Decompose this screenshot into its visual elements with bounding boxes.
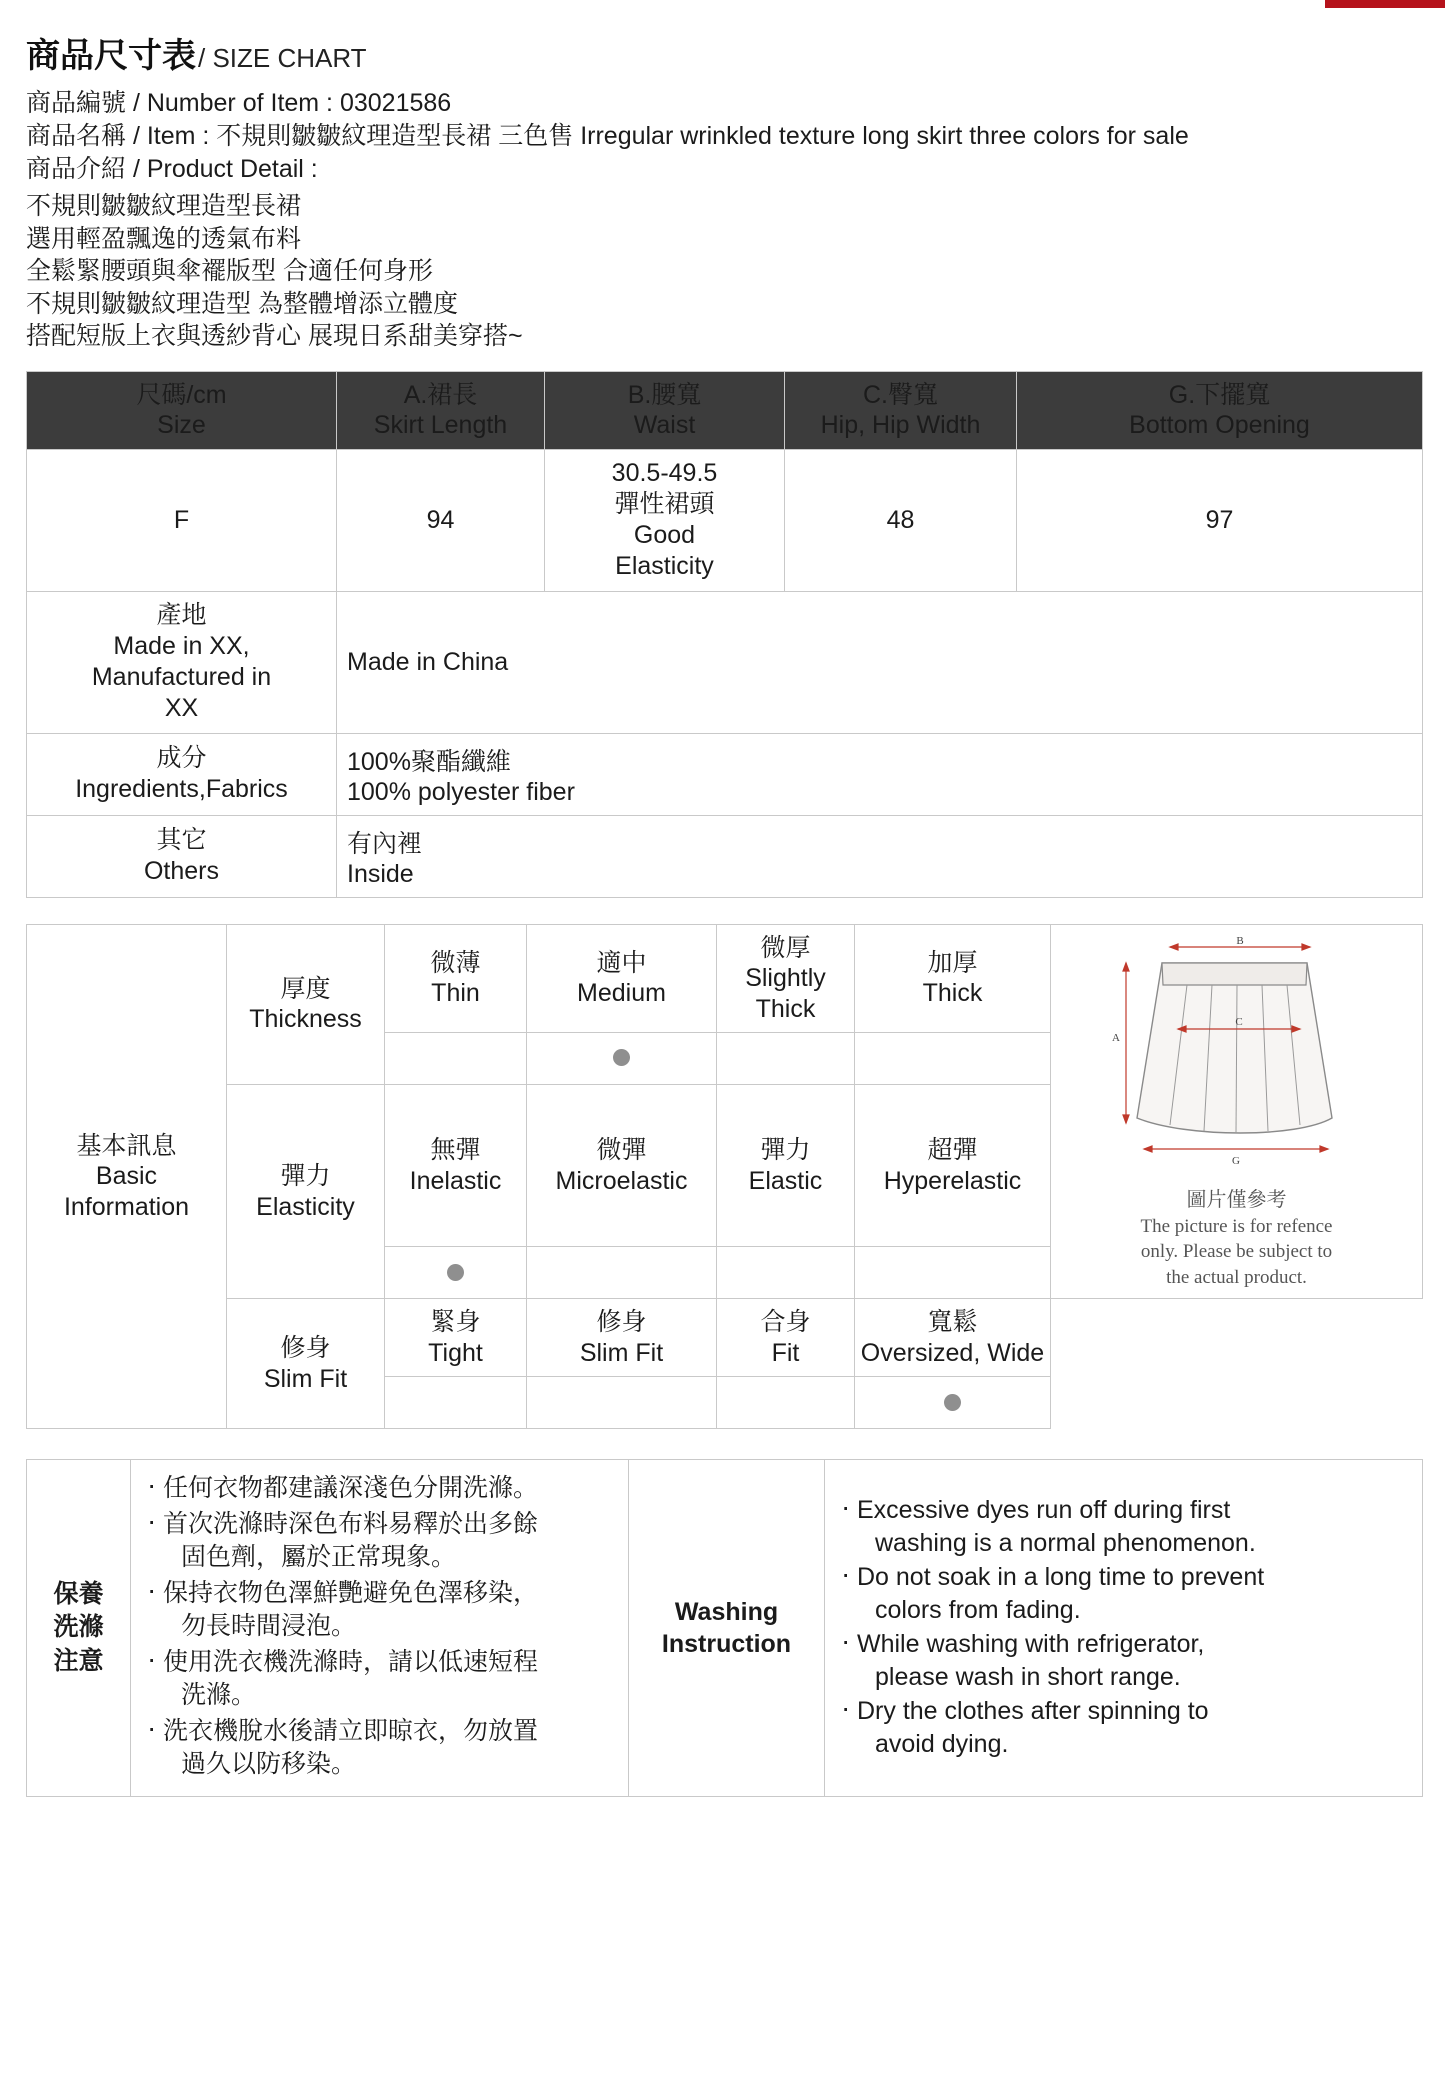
size-col-header-hip [785, 371, 1017, 449]
option-cn: 合身 [760, 1308, 811, 1337]
option-slim-fit [527, 1299, 717, 1377]
page-title [26, 28, 1423, 77]
washing-instruction-label [629, 1460, 825, 1797]
header-en: Hip, Hip Width [820, 411, 981, 439]
detail-line: 搭配短版上衣與透紗背心 展現日系甜美穿搭~ [26, 322, 523, 350]
item-main: · Excessive dyes run off during first [857, 1496, 1231, 1525]
washing-instruction-table [26, 1459, 1423, 1797]
item-main: · Do not soak in a long time to prevent [857, 1563, 1265, 1592]
diagram-note-en-1: The picture is for refence [1140, 1215, 1333, 1237]
header-cn: 尺碼/cm [136, 380, 227, 409]
row-label-elasticity [227, 1085, 385, 1299]
detail-line: 選用輕盈飄逸的透氣布料 [26, 224, 302, 253]
option-cn: 寬鬆 [927, 1308, 978, 1337]
row-label-cn: 彈力 [280, 1162, 331, 1191]
product-detail-label: 商品介紹 / Product Detail : [26, 155, 318, 183]
header-cn: A.裙長 [403, 380, 478, 409]
label-en: Ingredients,Fabrics [75, 775, 288, 803]
item-number-label: 商品編號 / Number of Item : [26, 89, 340, 117]
header-en: Size [157, 411, 206, 439]
washing-label-line-3: 注意 [53, 1647, 104, 1676]
side-label-cn: 基本訊息 [76, 1131, 177, 1160]
diagram-label-g: G [1231, 1154, 1240, 1167]
list-item [141, 1715, 618, 1782]
option-slightly-thick [717, 924, 855, 1033]
row-label-en: Slim Fit [263, 1364, 348, 1393]
accent-bar [1325, 0, 1445, 8]
diagram-note-en-3: the actual product. [1166, 1266, 1307, 1288]
option-medium [527, 924, 717, 1033]
cell-skirt-length: 94 [337, 449, 545, 591]
item-sub: 固色劑，屬於正常現象。 [181, 1543, 457, 1572]
label-ingredients [27, 733, 337, 815]
option-en: Microelastic [555, 1166, 688, 1195]
value-en: 100% polyester fiber [347, 777, 575, 806]
mark-inelastic [385, 1247, 527, 1299]
option-en: Slim Fit [579, 1338, 664, 1367]
label-others [27, 815, 337, 897]
option-cn: 彈力 [760, 1136, 811, 1165]
label-origin [27, 591, 337, 733]
item-main: · 使用洗衣機洗滌時，請以低速短程 [163, 1647, 539, 1676]
list-item [835, 1561, 1412, 1626]
option-inelastic [385, 1085, 527, 1247]
value-en: Inside [347, 859, 414, 888]
washing-label-line-1: 保養 [53, 1579, 104, 1608]
measurement-diagram-cell [1051, 924, 1423, 1299]
option-microelastic [527, 1085, 717, 1247]
side-label-en-2: Information [63, 1192, 190, 1221]
diagram-note [1055, 1187, 1418, 1291]
washing-list-cn [141, 1472, 618, 1782]
footer-spacer [26, 1837, 1423, 1877]
item-number-row [26, 87, 1423, 120]
basic-info-side-label [27, 924, 227, 1429]
option-cn: 微彈 [596, 1136, 647, 1165]
page-title-en: / SIZE CHART [198, 43, 367, 73]
waist-en-1: Good [633, 521, 696, 549]
table-row-thickness [27, 924, 1423, 1033]
option-cn: 微厚 [760, 933, 811, 962]
washing-instruction-line-2: Instruction [661, 1630, 792, 1659]
cell-waist [545, 449, 785, 591]
mark-microelastic [527, 1247, 717, 1299]
page-title-cn: 商品尺寸表 [26, 37, 196, 75]
value-others [337, 815, 1423, 897]
waist-cn: 彈性裙頭 [614, 489, 715, 518]
detail-line: 全鬆緊腰頭與傘襬版型 合適任何身形 [26, 257, 433, 285]
option-fit [717, 1299, 855, 1377]
option-en: Inelastic [409, 1166, 502, 1195]
item-sub: 洗滌。 [181, 1681, 257, 1710]
label-en-1: Made in XX, [113, 631, 250, 660]
table-row [27, 1460, 1423, 1797]
cell-hip: 48 [785, 449, 1017, 591]
label-en: Others [143, 857, 220, 885]
diagram-note-en-2: only. Please be subject to [1140, 1241, 1333, 1263]
washing-instruction-line-1: Washing [674, 1597, 779, 1626]
option-en: Thick [922, 979, 983, 1008]
item-name-label: 商品名稱 / Item : [26, 122, 217, 150]
item-main: · 保持衣物色澤鮮艷避免色澤移染， [163, 1578, 539, 1607]
selected-dot [613, 1049, 630, 1066]
row-label-en: Thickness [249, 1005, 362, 1034]
option-en: Elastic [748, 1166, 823, 1195]
option-en: Slightly Thick [745, 964, 826, 1023]
skirt-diagram-icon [1092, 933, 1382, 1183]
mark-elastic [717, 1247, 855, 1299]
list-item [835, 1494, 1412, 1559]
washing-notes-en [825, 1460, 1423, 1797]
option-thin [385, 924, 527, 1033]
table-row [27, 591, 1423, 733]
size-col-header-length [337, 371, 545, 449]
mark-tight [385, 1377, 527, 1429]
item-sub: 過久以防移染。 [181, 1750, 357, 1779]
mark-slightly-thick [717, 1033, 855, 1085]
label-cn: 產地 [156, 600, 207, 629]
label-en-3: XX [164, 694, 199, 723]
option-cn: 適中 [596, 948, 647, 977]
option-cn: 無彈 [430, 1136, 481, 1165]
detail-line: 不規則皺皺紋理造型長裙 [26, 192, 302, 220]
waist-range: 30.5-49.5 [611, 458, 718, 487]
mark-oversized [855, 1377, 1051, 1429]
header-en: Bottom Opening [1129, 411, 1310, 439]
label-cn: 其它 [156, 825, 207, 854]
option-cn: 加厚 [927, 948, 978, 977]
option-cn: 超彈 [927, 1136, 978, 1165]
product-detail-lines [26, 190, 1423, 353]
item-name-row [26, 120, 1423, 153]
list-item [141, 1472, 618, 1506]
diagram-note-cn: 圖片僅參考 [1186, 1188, 1287, 1211]
side-label-en-1: Basic [95, 1162, 158, 1191]
item-meta [26, 87, 1423, 186]
option-cn: 微薄 [430, 948, 481, 977]
cell-size: F [27, 449, 337, 591]
washing-label-line-2: 洗滌 [53, 1613, 104, 1642]
option-elastic [717, 1085, 855, 1247]
item-sub: avoid dying. [875, 1729, 1009, 1758]
selected-dot [944, 1394, 961, 1411]
label-en-2: Manufactured in [91, 663, 272, 691]
size-table-header-row [27, 371, 1423, 449]
size-table [26, 371, 1423, 898]
option-oversized [855, 1299, 1051, 1377]
option-en: Hyperelastic [883, 1166, 1022, 1195]
row-label-cn: 修身 [280, 1334, 331, 1363]
list-item [141, 1646, 618, 1713]
mark-thick [855, 1033, 1051, 1085]
option-thick [855, 924, 1051, 1033]
row-label-slim-fit [227, 1299, 385, 1429]
item-main: · 首次洗滌時深色布料易釋於出多餘 [163, 1509, 539, 1538]
header-cn: B.腰寬 [627, 380, 702, 409]
detail-line: 不規則皺皺紋理造型 為整體增添立體度 [26, 289, 458, 318]
option-en: Tight [428, 1338, 483, 1367]
item-main: · 洗衣機脫水後請立即晾衣，勿放置 [163, 1716, 539, 1745]
mark-slim-fit [527, 1377, 717, 1429]
option-en: Oversized, Wide [860, 1338, 1045, 1367]
washing-notes-cn [131, 1460, 629, 1797]
row-label-en: Elasticity [256, 1192, 355, 1221]
option-tight [385, 1299, 527, 1377]
size-col-header-bottom [1017, 371, 1423, 449]
selected-dot [447, 1264, 464, 1281]
option-en: Thin [431, 979, 480, 1008]
value-cn: 有內裡 [347, 829, 423, 858]
header-en: Skirt Length [373, 411, 508, 439]
value-ingredients [337, 733, 1423, 815]
value-cn: 100%聚酯纖維 [347, 747, 511, 776]
size-col-header-size [27, 371, 337, 449]
row-label-thickness [227, 924, 385, 1085]
table-row [27, 815, 1423, 897]
list-item [835, 1628, 1412, 1693]
list-item [141, 1577, 618, 1644]
item-name-value: 不規則皺皺紋理造型長裙 三色售 Irregular wrinkled texture long skirt three colors for sale [216, 122, 1189, 150]
option-cn: 緊身 [430, 1308, 481, 1337]
diagram-label-b: B [1235, 934, 1244, 947]
table-row [27, 449, 1423, 591]
mark-hyperelastic [855, 1247, 1051, 1299]
diagram-label-c: C [1234, 1015, 1243, 1028]
list-item [141, 1508, 618, 1575]
header-cn: G.下擺寬 [1168, 380, 1271, 409]
cell-bottom-opening: 97 [1017, 449, 1423, 591]
mark-medium [527, 1033, 717, 1085]
item-main: · Dry the clothes after spinning to [857, 1697, 1209, 1726]
item-number-value: 03021586 [339, 89, 452, 117]
diagram-label-a: A [1111, 1031, 1120, 1044]
washing-list-en [835, 1494, 1412, 1760]
table-row [27, 733, 1423, 815]
option-cn: 修身 [596, 1308, 647, 1337]
basic-info-table [26, 924, 1423, 1430]
header-en: Waist [633, 411, 696, 439]
item-sub: washing is a normal phenomenon. [875, 1528, 1256, 1557]
row-label-cn: 厚度 [280, 974, 331, 1003]
item-sub: 勿長時間浸泡。 [181, 1612, 357, 1641]
option-en: Medium [577, 979, 666, 1008]
option-en: Fit [771, 1338, 800, 1367]
option-hyperelastic [855, 1085, 1051, 1247]
label-cn: 成分 [156, 743, 207, 772]
item-main: · While washing with refrigerator, [857, 1630, 1205, 1659]
waist-en-2: Elasticity [615, 552, 714, 581]
item-sub: colors from fading. [875, 1595, 1081, 1624]
size-col-header-waist [545, 371, 785, 449]
item-sub: please wash in short range. [875, 1662, 1181, 1691]
item-main: · 任何衣物都建議深淺色分開洗滌。 [163, 1474, 539, 1503]
washing-label-cn [27, 1460, 131, 1797]
mark-fit [717, 1377, 855, 1429]
list-item [835, 1695, 1412, 1760]
header-cn: C.臀寬 [862, 380, 938, 409]
table-row-slim-fit [27, 1299, 1423, 1377]
value-origin: Made in China [337, 591, 1423, 733]
mark-thin [385, 1033, 527, 1085]
